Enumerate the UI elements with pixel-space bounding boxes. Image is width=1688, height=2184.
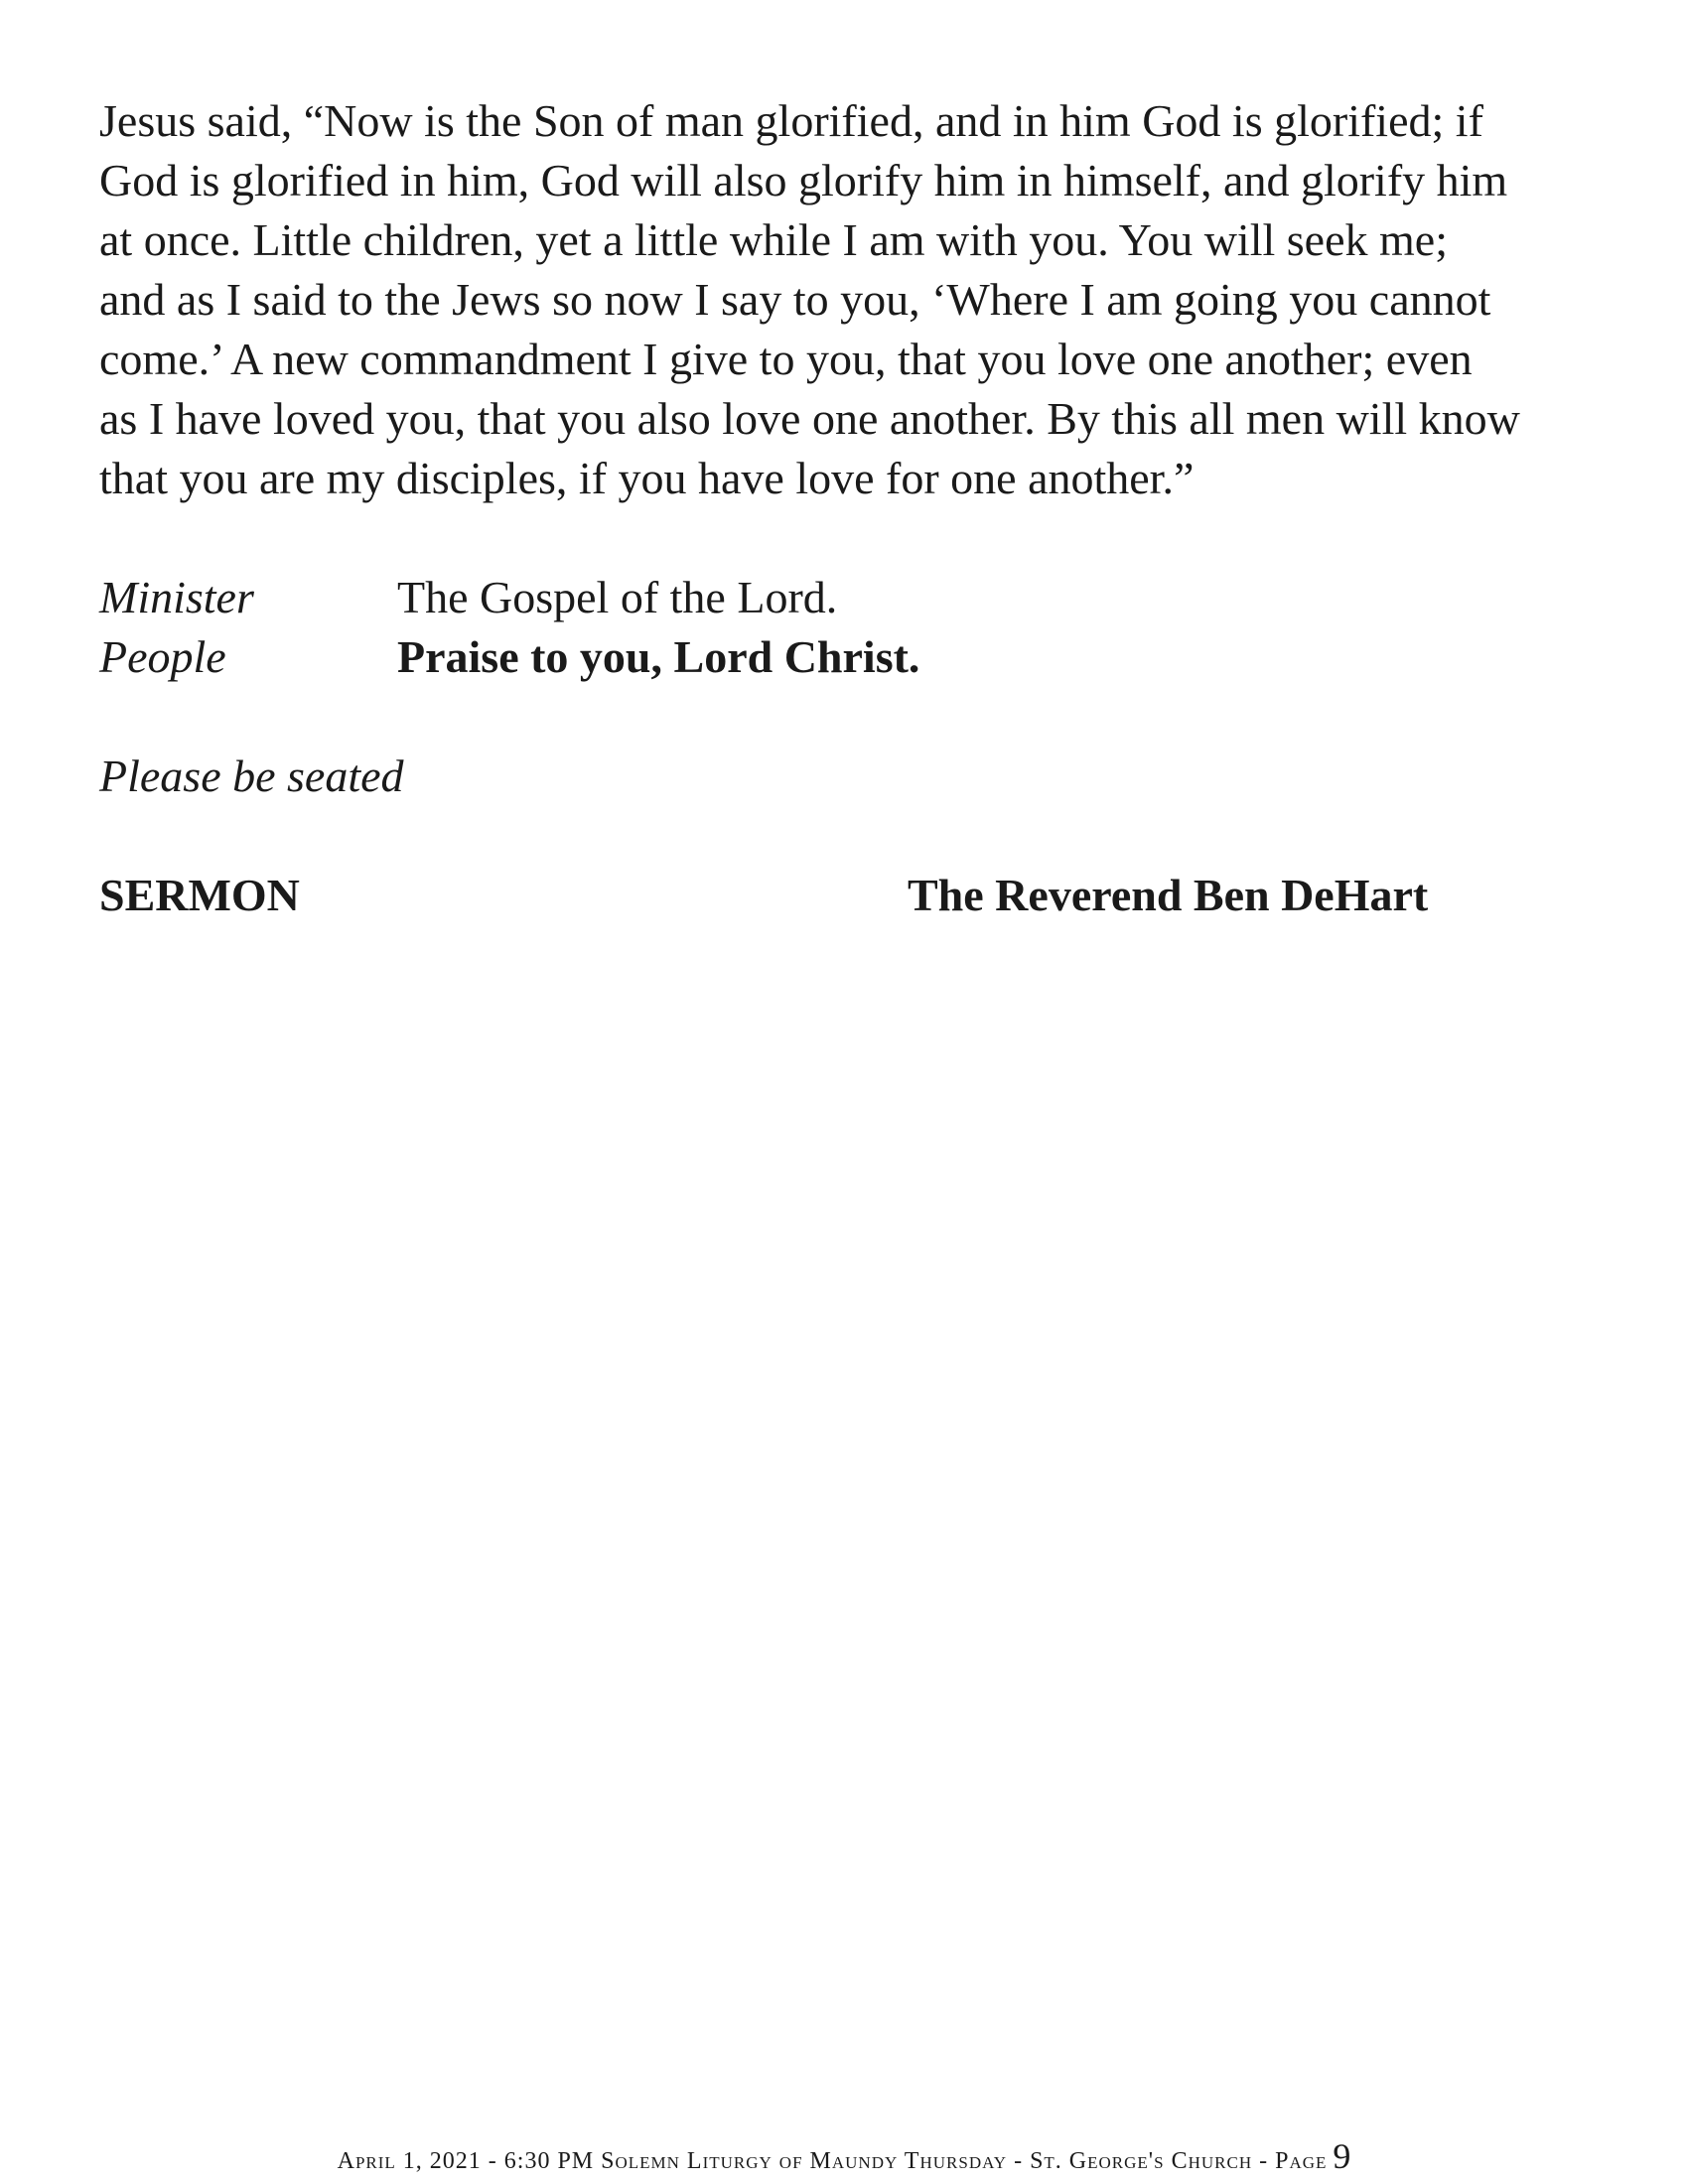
sermon-heading: SERMON [99, 870, 300, 920]
gospel-line: as I have loved you, that you also love one another. By this all men will know [99, 393, 1520, 444]
gospel-line: and as I said to the Jews so now I say to you, ‘Where I am going you cannot [99, 274, 1491, 325]
gospel-line: Jesus said, “Now is the Son of man glorified, and in him God is glorified; if [99, 95, 1483, 146]
minister-role-label: Minister [99, 572, 254, 622]
page-footer [0, 2138, 1688, 2179]
gospel-line: at once. Little children, yet a little while I am with you. You will seek me; [99, 214, 1448, 265]
people-role-label: People [99, 631, 226, 682]
gospel-response [99, 568, 1489, 687]
seating-rubric: Please be seated [99, 751, 404, 801]
minister-response-row [99, 568, 1489, 627]
preacher-name: The Reverend Ben DeHart [908, 870, 1429, 920]
gospel-line: that you are my disciples, if you have love for one another.” [99, 453, 1195, 503]
gospel-line: come.’ A new commandment I give to you, that you love one another; even [99, 334, 1473, 384]
people-response-row [99, 627, 1489, 687]
gospel-line: God is glorified in him, God will also glorify him in himself, and glorify him [99, 155, 1508, 205]
people-response-text: Praise to you, Lord Christ. [397, 631, 920, 682]
page-number: 9 [1333, 2136, 1351, 2176]
footer-text: April 1, 2021 - 6:30 PM Solemn Liturgy of Maundy Thursday - St. George's Church - Page [337, 2148, 1328, 2174]
minister-response-text: The Gospel of the Lord. [397, 572, 838, 622]
gospel-reading [99, 91, 1609, 508]
